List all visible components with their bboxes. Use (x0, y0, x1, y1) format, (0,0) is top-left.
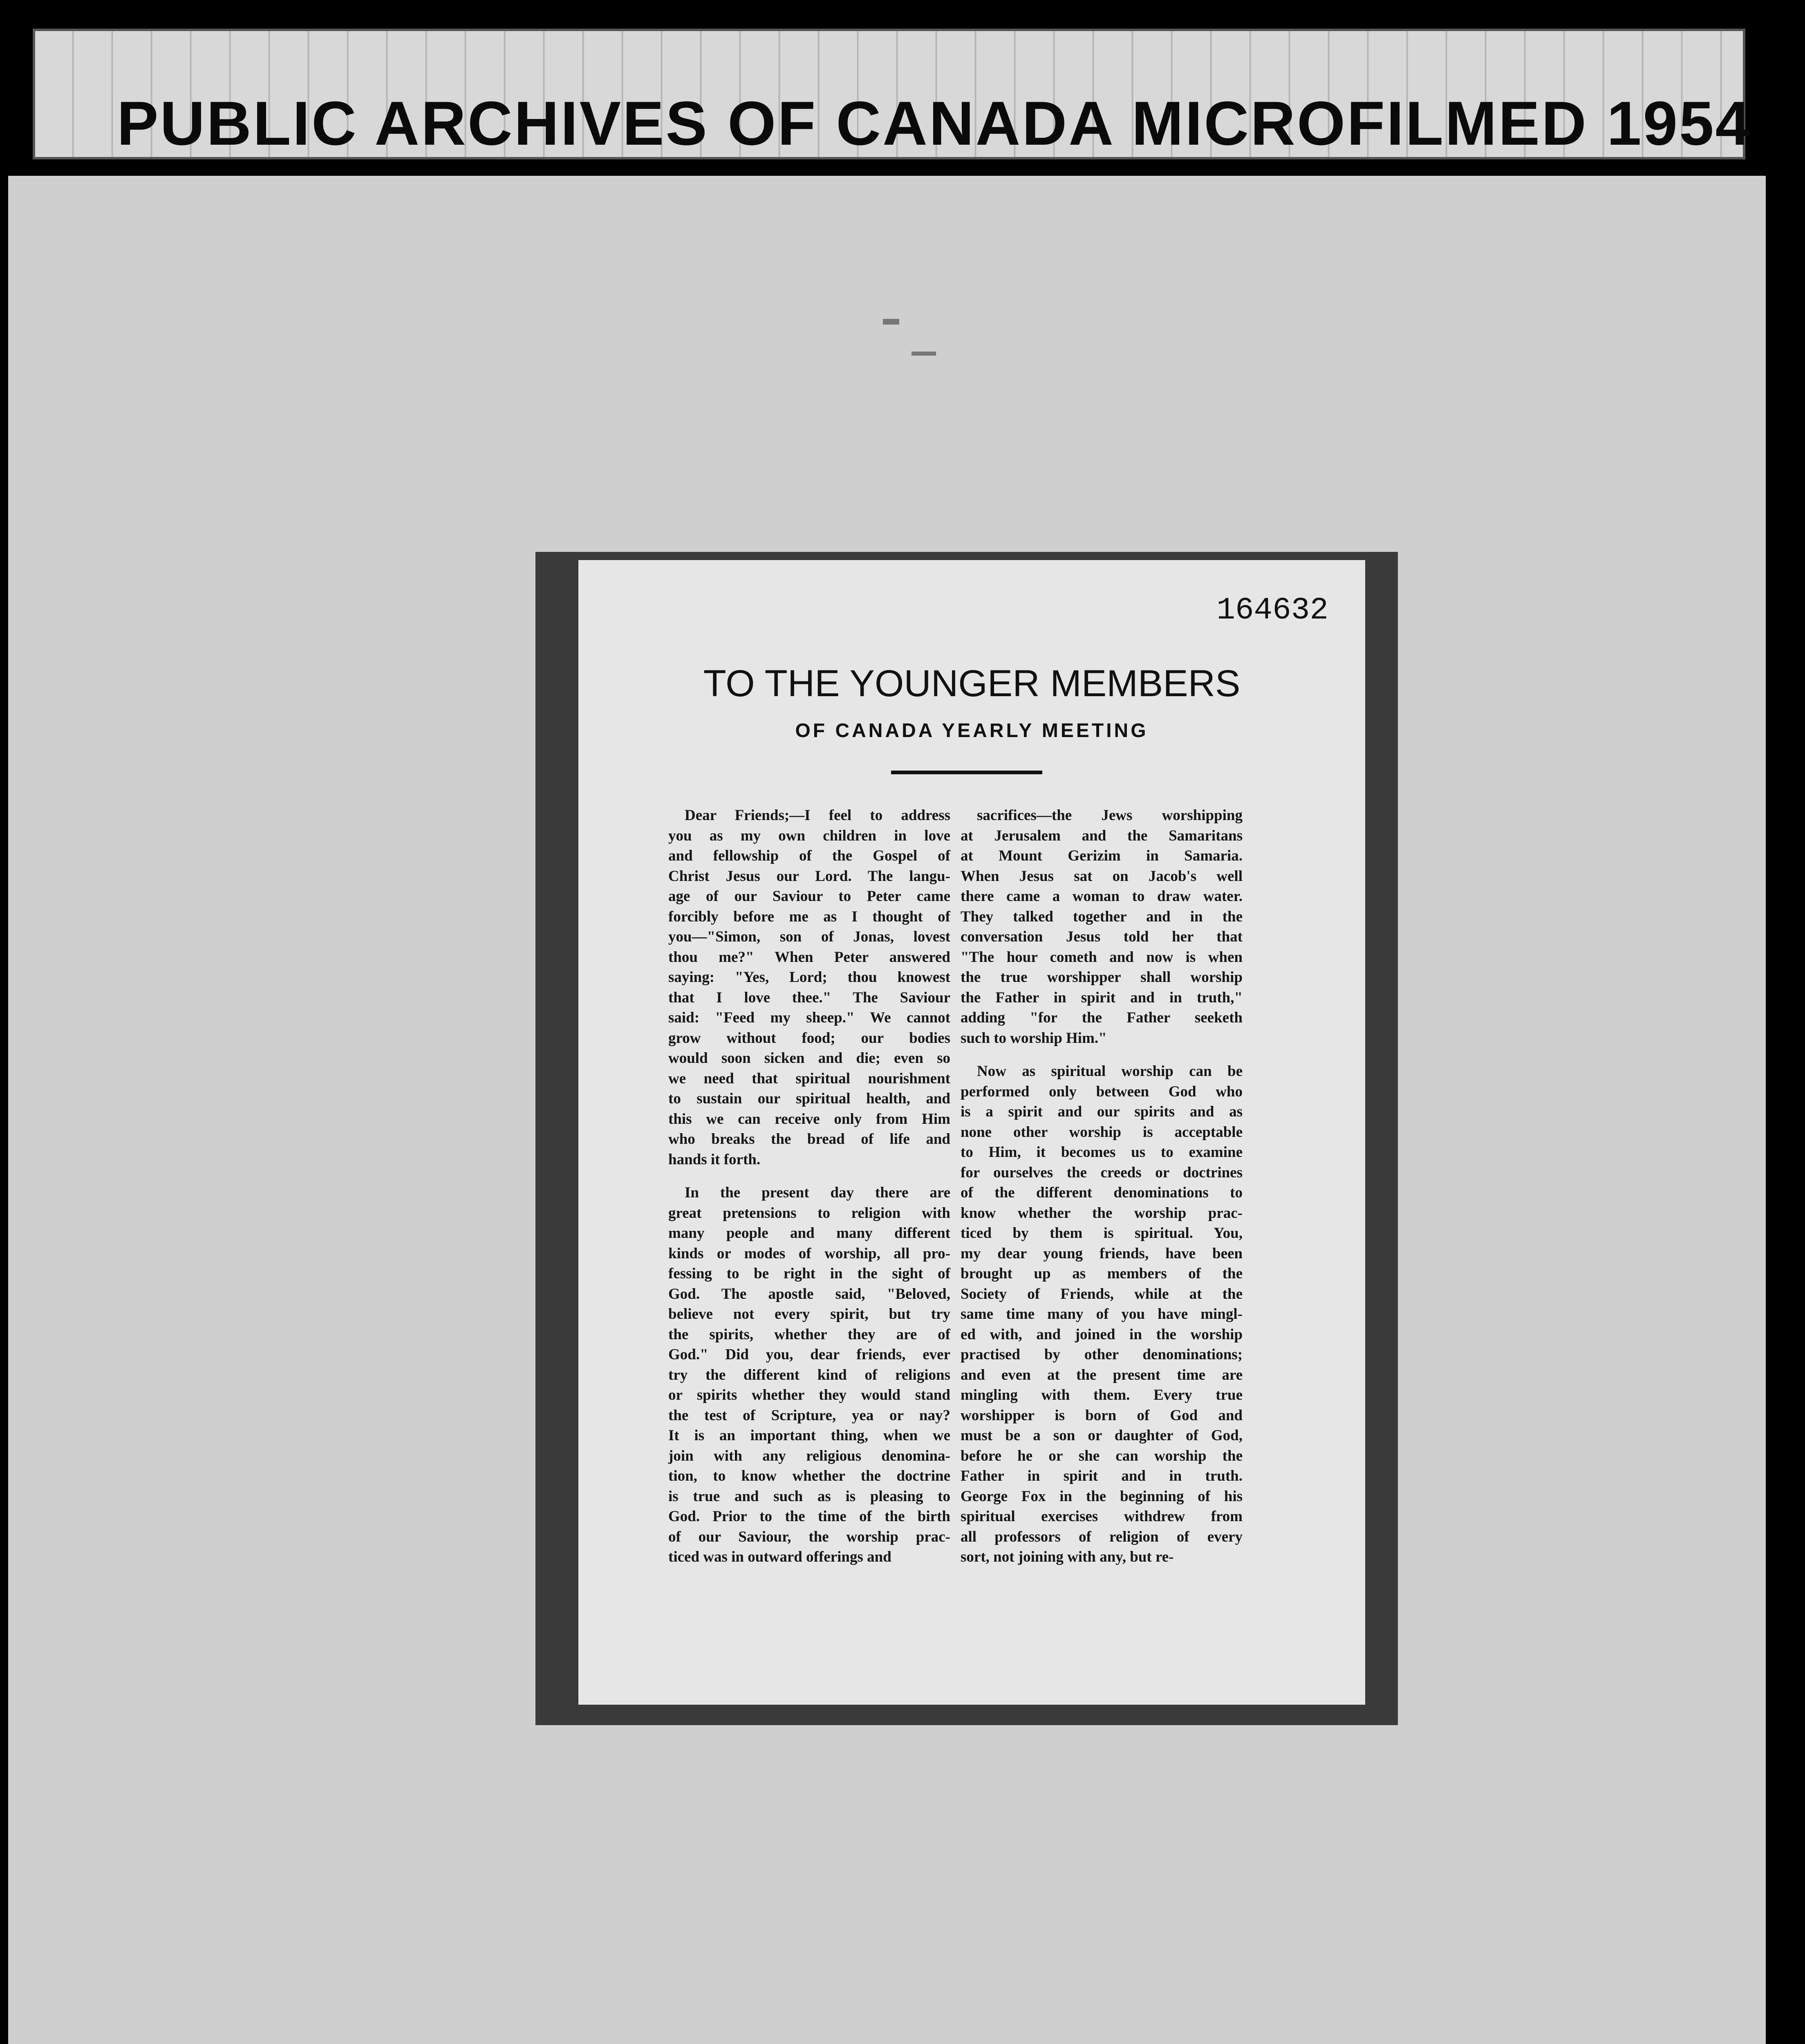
text-line: ticed by them is spiritual. You, (961, 1225, 1243, 1242)
text-line: before he or she can worship the (961, 1447, 1243, 1464)
text-line: and fellowship of the Gospel of (668, 847, 950, 864)
paragraph-gap (961, 1048, 1243, 1061)
document-subtitle: OF CANADA YEARLY MEETING (795, 720, 1149, 742)
text-line: ed with, and joined in the worship (961, 1326, 1243, 1343)
text-line: would soon sicken and die; even so (668, 1050, 950, 1067)
text-line: at Jerusalem and the Samaritans (961, 827, 1243, 844)
text-line: this we can receive only from Him (668, 1110, 950, 1127)
text-line: said: "Feed my sheep." We cannot (668, 1009, 950, 1026)
text-line: know whether the worship prac- (961, 1204, 1243, 1221)
text-line: all professors of religion of every (961, 1528, 1243, 1545)
text-line: sort, not joining with any, but re- (961, 1549, 1174, 1565)
text-line: Now as spiritual worship can be (977, 1063, 1243, 1080)
text-line: saying: "Yes, Lord; thou knowest (668, 969, 950, 986)
text-line: we need that spiritual nourishment (668, 1070, 950, 1087)
text-line: must be a son or daughter of God, (961, 1427, 1243, 1444)
left-text-column (668, 805, 950, 1567)
text-line: who breaks the bread of life and (668, 1131, 950, 1148)
text-line: "The hour cometh and now is when (961, 948, 1243, 966)
text-line: God. The apostle said, "Beloved, (668, 1285, 950, 1302)
paragraph-gap (668, 1170, 950, 1183)
text-line: adding "for the Father seeketh (961, 1009, 1243, 1026)
document-sheet (578, 560, 1365, 1705)
text-line: Father in spirit and in truth. (961, 1468, 1243, 1484)
text-line: the Father in spirit and in truth," (961, 989, 1243, 1006)
text-line: of our Saviour, the worship prac- (668, 1528, 950, 1545)
text-line: Dear Friends;—I feel to address (685, 807, 950, 824)
archive-header-strip (33, 29, 1752, 159)
text-line: great pretensions to religion with (668, 1204, 950, 1221)
text-line: ticed was in outward offerings and (668, 1549, 891, 1565)
text-line: age of our Saviour to Peter came (668, 888, 950, 905)
dust-speck (911, 352, 936, 356)
text-line: sacrifices—the Jews worshipping (977, 807, 1243, 824)
text-line: George Fox in the beginning of his (961, 1488, 1243, 1505)
document-number: 164632 (1216, 593, 1328, 628)
text-line: Society of Friends, while at the (961, 1285, 1243, 1302)
text-line: In the present day there are (685, 1184, 950, 1201)
text-line: is true and such as is pleasing to (668, 1488, 950, 1505)
archive-header-label: PUBLIC ARCHIVES OF CANADA MICROFILMED 1954 (117, 89, 1752, 158)
text-line: the true worshipper shall worship (961, 969, 1243, 986)
text-line: you as my own children in love (668, 827, 950, 844)
text-line: there came a woman to draw water. (961, 888, 1243, 905)
text-line: tion, to know whether the doctrine (668, 1468, 950, 1484)
text-line: such to worship Him." (961, 1029, 1107, 1047)
text-line: conversation Jesus told her that (961, 928, 1243, 945)
text-line: my dear young friends, have been (961, 1245, 1243, 1262)
text-line: brought up as members of the (961, 1265, 1243, 1282)
text-line: God." Did you, dear friends, ever (668, 1346, 950, 1363)
text-line: thou me?" When Peter answered (668, 948, 950, 966)
text-line: join with any religious denomina- (668, 1447, 950, 1464)
text-line: Christ Jesus our Lord. The langu- (668, 867, 950, 885)
text-line: hands it forth. (668, 1151, 761, 1168)
text-line: spiritual exercises withdrew from (961, 1508, 1243, 1525)
text-line: They talked together and in the (961, 908, 1243, 925)
text-line: the test of Scripture, yea or nay? (668, 1407, 950, 1424)
text-line: When Jesus sat on Jacob's well (961, 867, 1243, 885)
text-line: is a spirit and our spirits and as (961, 1103, 1243, 1120)
text-line: same time many of you have mingl- (961, 1306, 1243, 1322)
text-line: you—"Simon, son of Jonas, lovest (668, 928, 950, 945)
text-line: that I love thee." The Saviour (668, 989, 950, 1006)
document-title: TO THE YOUNGER MEMBERS (703, 663, 1241, 704)
right-text-column (961, 805, 1243, 1567)
text-line: performed only between God who (961, 1083, 1243, 1100)
text-line: none other worship is acceptable (961, 1123, 1243, 1141)
text-line: God. Prior to the time of the birth (668, 1508, 950, 1525)
text-line: fessing to be right in the sight of (668, 1265, 950, 1282)
text-line: kinds or modes of worship, all pro- (668, 1245, 950, 1262)
text-line: worshipper is born of God and (961, 1407, 1243, 1424)
text-line: believe not every spirit, but try (668, 1306, 950, 1322)
text-line: and even at the present time are (961, 1366, 1243, 1383)
title-divider (891, 771, 1042, 774)
text-line: for ourselves the creeds or doctrines (961, 1164, 1243, 1181)
dust-speck (883, 319, 899, 325)
text-line: or spirits whether they would stand (668, 1387, 950, 1403)
text-line: try the different kind of religions (668, 1366, 950, 1383)
text-line: forcibly before me as I thought of (668, 908, 950, 925)
text-line: many people and many different (668, 1225, 950, 1242)
text-line: to Him, it becomes us to examine (961, 1144, 1243, 1161)
text-line: to sustain our spiritual health, and (668, 1090, 950, 1107)
text-line: It is an important thing, when we (668, 1427, 950, 1444)
text-line: of the different denominations to (961, 1184, 1243, 1201)
text-line: practised by other denominations; (961, 1346, 1243, 1363)
text-line: the spirits, whether they are of (668, 1326, 950, 1343)
text-line: at Mount Gerizim in Samaria. (961, 847, 1243, 864)
text-line: mingling with them. Every true (961, 1387, 1243, 1403)
text-line: grow without food; our bodies (668, 1029, 950, 1047)
